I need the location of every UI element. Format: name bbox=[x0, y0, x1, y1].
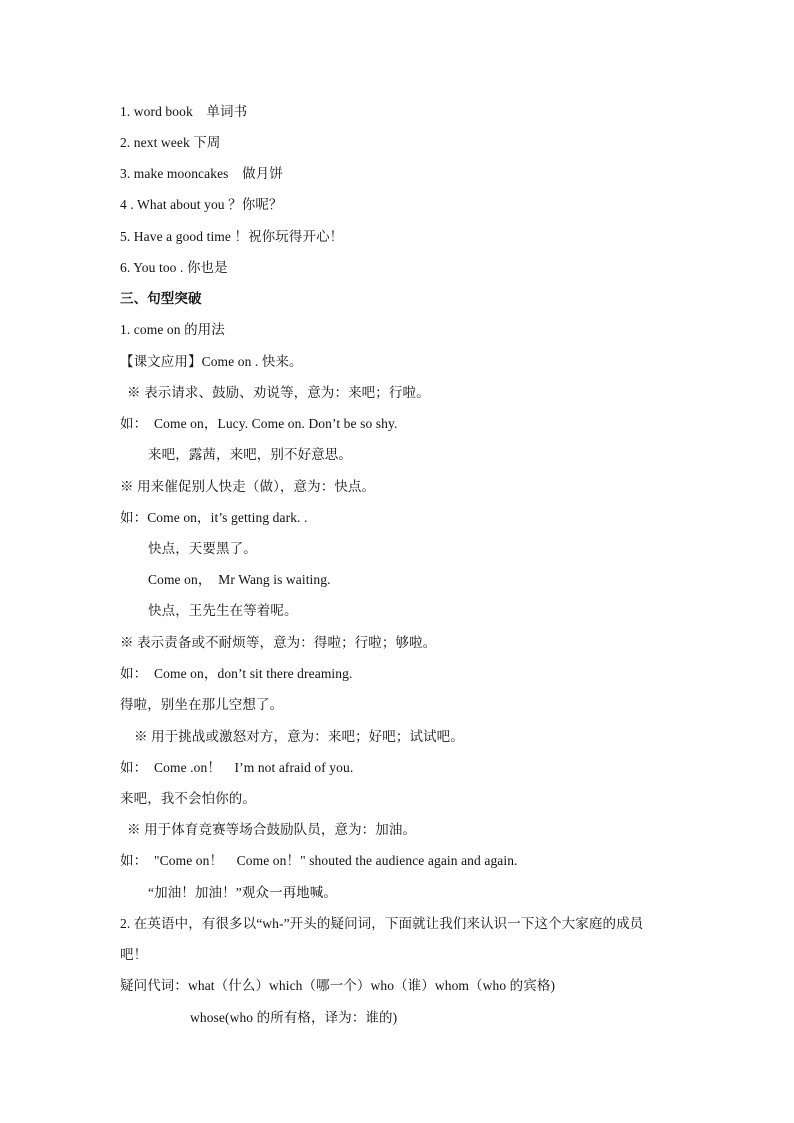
point2-intro-line-1: 2. 在英语中，有很多以“wh-”开头的疑问词，下面就让我们来认识一下这个大家庭的成员 bbox=[120, 916, 644, 931]
point2-intro-line-2: 吧！ bbox=[120, 947, 148, 962]
vocab-item-2: 2. next week 下周 bbox=[120, 135, 221, 150]
interrogative-pronouns-line-2: whose(who 的所有格，译为：谁的) bbox=[190, 1010, 398, 1025]
usage-1-description: ※ 表示请求、鼓励、劝说等，意为：来吧；行啦。 bbox=[127, 385, 430, 400]
usage-3-description: ※ 表示责备或不耐烦等，意为：得啦；行啦；够啦。 bbox=[120, 635, 437, 650]
usage-2-example-1-zh: 快点，天要黑了。 bbox=[148, 541, 257, 556]
usage-2-example-2-zh: 快点，王先生在等着呢。 bbox=[148, 603, 298, 618]
point1-title: 1. come on 的用法 bbox=[120, 322, 225, 337]
usage-3-example-en: 如： Come on，don’t sit there dreaming. bbox=[120, 666, 353, 681]
usage-2-description: ※ 用来催促别人快走（做），意为：快点。 bbox=[120, 479, 376, 494]
usage-4-description: ※ 用于挑战或激怒对方，意为：来吧；好吧；试试吧。 bbox=[134, 729, 464, 744]
vocab-item-4: 4 . What about you ？你呢？ bbox=[120, 197, 283, 212]
interrogative-pronouns-line-1: 疑问代词：what（什么）which（哪一个）who（谁）whom（who 的宾格) bbox=[120, 978, 556, 993]
usage-5-example-en: 如： "Come on！ Come on！" shouted the audience again and again. bbox=[120, 853, 518, 868]
usage-5-example-zh: “加油！加油！”观众一再地喊。 bbox=[148, 885, 337, 900]
usage-4-example-zh: 来吧，我不会怕你的。 bbox=[120, 791, 256, 806]
vocab-item-5: 5. Have a good time ！祝你玩得开心！ bbox=[120, 229, 344, 244]
usage-4-example-en: 如： Come .on！ I’m not afraid of you. bbox=[120, 760, 354, 775]
usage-1-example-en: 如： Come on，Lucy. Come on. Don’t be so shy. bbox=[120, 416, 398, 431]
vocab-item-3: 3. make mooncakes 做月饼 bbox=[120, 166, 283, 181]
usage-5-description: ※ 用于体育竞赛等场合鼓励队员，意为：加油。 bbox=[127, 822, 417, 837]
section-heading: 三、句型突破 bbox=[120, 291, 202, 306]
point1-textbook-application: 【课文应用】Come on . 快来。 bbox=[120, 354, 303, 369]
usage-2-example-1-en: 如：Come on，it’s getting dark. . bbox=[120, 510, 308, 525]
vocab-item-1: 1. word book 单词书 bbox=[120, 104, 248, 119]
usage-3-example-zh: 得啦，别坐在那儿空想了。 bbox=[120, 697, 284, 712]
vocab-item-6: 6. You too . 你也是 bbox=[120, 260, 228, 275]
usage-1-example-zh: 来吧，露茜，来吧，别不好意思。 bbox=[148, 447, 352, 462]
usage-2-example-2-en: Come on， Mr Wang is waiting. bbox=[148, 572, 331, 587]
